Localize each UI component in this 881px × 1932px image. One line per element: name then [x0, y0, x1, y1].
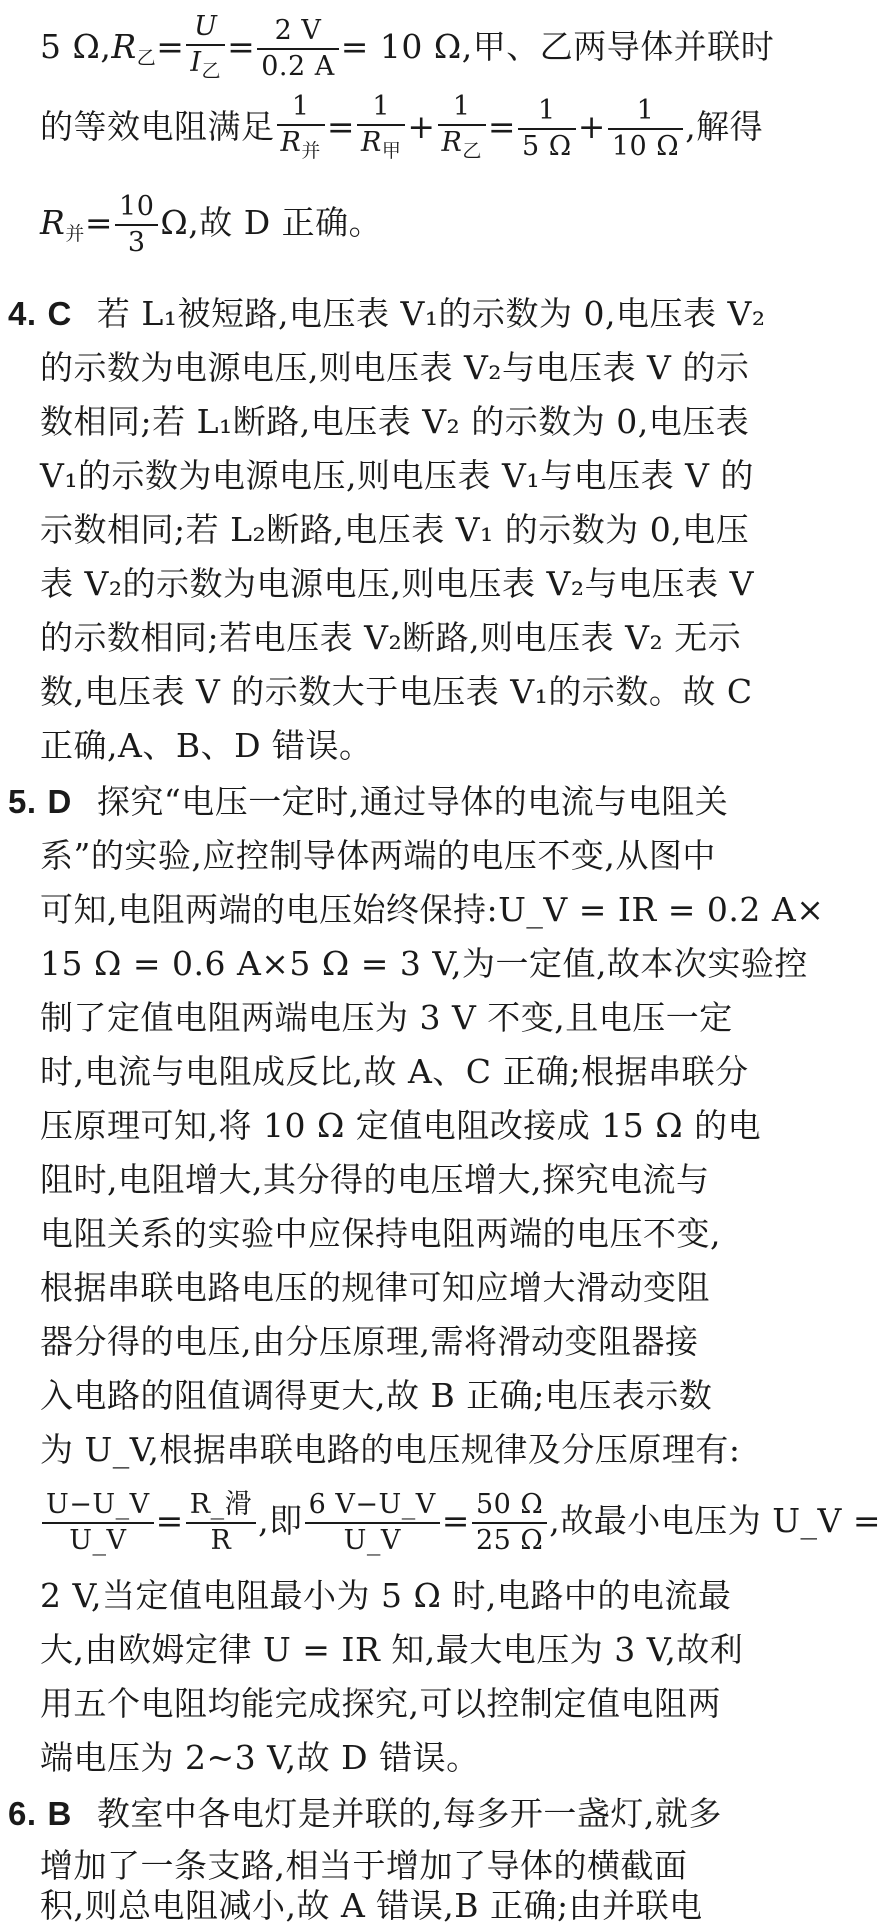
answer-letter: C [47, 295, 72, 332]
denominator: R [210, 1525, 232, 1556]
denominator: 5 Ω [522, 131, 572, 162]
fraction-1-over-R-yi [438, 90, 486, 168]
item5-line: 可知,电阻两端的电压始终保持:U_V = IR = 0.2 A× [40, 890, 825, 929]
item5-line: 入电路的阻值调得更大,故 B 正确;电压表示数 [40, 1376, 713, 1415]
item5-line: 2 V,当定值电阻最小为 5 Ω 时,电路中的电流最 [40, 1576, 732, 1615]
denominator: 10 Ω [611, 131, 680, 162]
item4-line: 数,电压表 V 的示数大于电压表 V₁的示数。故 C [40, 672, 753, 711]
denominator: U_V [69, 1525, 127, 1556]
item5-line: 为 U_V,根据串联电路的电压规律及分压原理有: [40, 1430, 741, 1469]
symbol-R: R [111, 27, 137, 66]
block1-line1 [40, 10, 775, 88]
item5-line: 根据串联电路电压的规律可知应增大滑动变阻 [40, 1268, 710, 1307]
text: 探究“电压一定时,通过导体的电流与电阻关 [96, 782, 729, 821]
item6-line1 [8, 1788, 722, 1840]
text: 的等效电阻满足 [40, 107, 275, 146]
block1-line2: 的等效电阻满足 1 $R_并$ = 1 $R_甲$ + 1 $R_乙$ = $\frac{1}{5 \Omega}$ + $\frac{1}{10 \Omega}$ ,解得 [40, 90, 660, 168]
fraction-U-minus-Uv-over-Uv [42, 1488, 154, 1558]
item6-line: 增加了一条支路,相当于增加了导体的横截面 [40, 1846, 688, 1885]
numerator: 1 [608, 94, 683, 130]
item5-line: 阻时,电阻增大,其分得的电压增大,探究电流与 [40, 1160, 710, 1199]
numerator: 10 [115, 190, 158, 226]
item-number: 5. [8, 783, 37, 820]
fraction-U-over-I [186, 10, 225, 88]
text: 5 Ω, [40, 27, 112, 66]
fraction-1-over-R-parallel [277, 90, 325, 168]
subscript: 乙 [462, 140, 482, 162]
equals: = [155, 1501, 184, 1540]
numerator: R_滑 [186, 1488, 256, 1524]
item4-line: 的示数相同;若电压表 V₂断路,则电压表 V₂ 无示 [40, 618, 742, 657]
item5-line1 [8, 776, 729, 828]
text: = 10 Ω,甲、乙两导体并联时 [340, 27, 775, 66]
item4-line: V₁的示数为电源电压,则电压表 V₁与电压表 V 的 [40, 456, 754, 495]
item5-line: 大,由欧姆定律 U = IR 知,最大电压为 3 V,故利 [40, 1630, 744, 1669]
denominator: R [441, 127, 463, 158]
numerator: U [186, 10, 225, 46]
numerator: 1 [277, 90, 325, 126]
item4-line1 [8, 288, 766, 340]
subscript: 乙 [136, 47, 157, 69]
numerator: 1 [357, 90, 405, 126]
fraction-1-over-10ohm [608, 94, 683, 164]
text: ,故最小电压为 U_V = [549, 1501, 881, 1540]
fraction-6V-minus-Uv-over-Uv [305, 1488, 440, 1558]
item5-line: 用五个电阻均能完成探究,可以控制定值电阻两 [40, 1684, 721, 1723]
numerator: 1 [518, 94, 576, 130]
item6-line: 积,则总电阻减小,故 A 错误,B 正确;由并联电 [40, 1886, 703, 1925]
item4-line: 的示数为电源电压,则电压表 V₂与电压表 V 的示 [40, 348, 750, 387]
equals: = [227, 27, 256, 66]
numerator: 50 Ω [472, 1488, 547, 1524]
subscript: 并 [301, 140, 321, 162]
block1-line3: $R_并=$ $\frac{10}{3}$ Ω,故 D 正确。 [40, 191, 383, 258]
item5-line: 时,电流与电阻成反比,故 A、C 正确;根据串联分 [40, 1052, 749, 1091]
numerator: 6 V−U_V [305, 1488, 440, 1524]
fraction-Rhua-over-R [186, 1488, 256, 1558]
item-number: 6. [8, 1795, 37, 1832]
denominator: U_V [343, 1525, 401, 1556]
answer-letter: B [47, 1795, 72, 1832]
item5-line: 系”的实验,应控制导体两端的电压不变,从图中 [40, 836, 716, 875]
subscript: 并 [65, 223, 85, 245]
text: ,即 [258, 1501, 303, 1540]
item5-line: 压原理可知,将 10 Ω 定值电阻改接成 15 Ω 的电 [40, 1106, 762, 1145]
symbol-R: R [40, 203, 66, 242]
denominator: 3 [127, 227, 146, 258]
equals: = [156, 27, 185, 66]
equals: = [441, 1501, 470, 1540]
fraction-10-over-3 [115, 190, 158, 260]
subscript: 甲 [381, 140, 402, 162]
item4-line: 表 V₂的示数为电源电压,则电压表 V₂与电压表 V [40, 564, 754, 603]
numerator: 1 [438, 90, 486, 126]
subscript: 乙 [201, 60, 222, 82]
item5-line: 端电压为 2~3 V,故 D 错误。 [40, 1738, 480, 1777]
item5-line: 15 Ω = 0.6 A×5 Ω = 3 V,为一定值,故本次实验控 [40, 944, 808, 983]
item5-line: 器分得的电压,由分压原理,需将滑动变阻器接 [40, 1322, 699, 1361]
fraction-50ohm-over-25ohm [472, 1488, 547, 1558]
fraction-1-over-5ohm [518, 94, 576, 164]
text: 若 L₁被短路,电压表 V₁的示数为 0,电压表 V₂ [96, 294, 766, 333]
item4-line: 示数相同;若 L₂断路,电压表 V₁ 的示数为 0,电压 [40, 510, 750, 549]
denominator: 25 Ω [475, 1525, 544, 1556]
denominator: R [361, 127, 382, 158]
denominator: 0.2 A [261, 51, 335, 82]
item4-line: 正确,A、B、D 错误。 [40, 726, 373, 765]
fraction-2V-over-0.2A [257, 14, 339, 84]
answer-letter: D [47, 783, 72, 820]
item5-equation-line [40, 1488, 881, 1558]
denominator: I [190, 47, 202, 78]
item5-line: 电阻关系的实验中应保持电阻两端的电压不变, [40, 1214, 721, 1253]
item-number: 4. [8, 295, 37, 332]
text: ,解得 [685, 107, 764, 146]
text: 教室中各电灯是并联的,每多开一盏灯,就多 [96, 1794, 722, 1833]
fraction-1-over-R-jia [357, 90, 405, 168]
item4-line: 数相同;若 L₁断路,电压表 V₂ 的示数为 0,电压表 [40, 402, 750, 441]
item5-line: 制了定值电阻两端电压为 3 V 不变,且电压一定 [40, 998, 733, 1037]
numerator: U−U_V [42, 1488, 154, 1524]
text: Ω,故 D 正确。 [160, 203, 383, 242]
denominator: R [280, 127, 302, 158]
numerator: 2 V [257, 14, 339, 50]
